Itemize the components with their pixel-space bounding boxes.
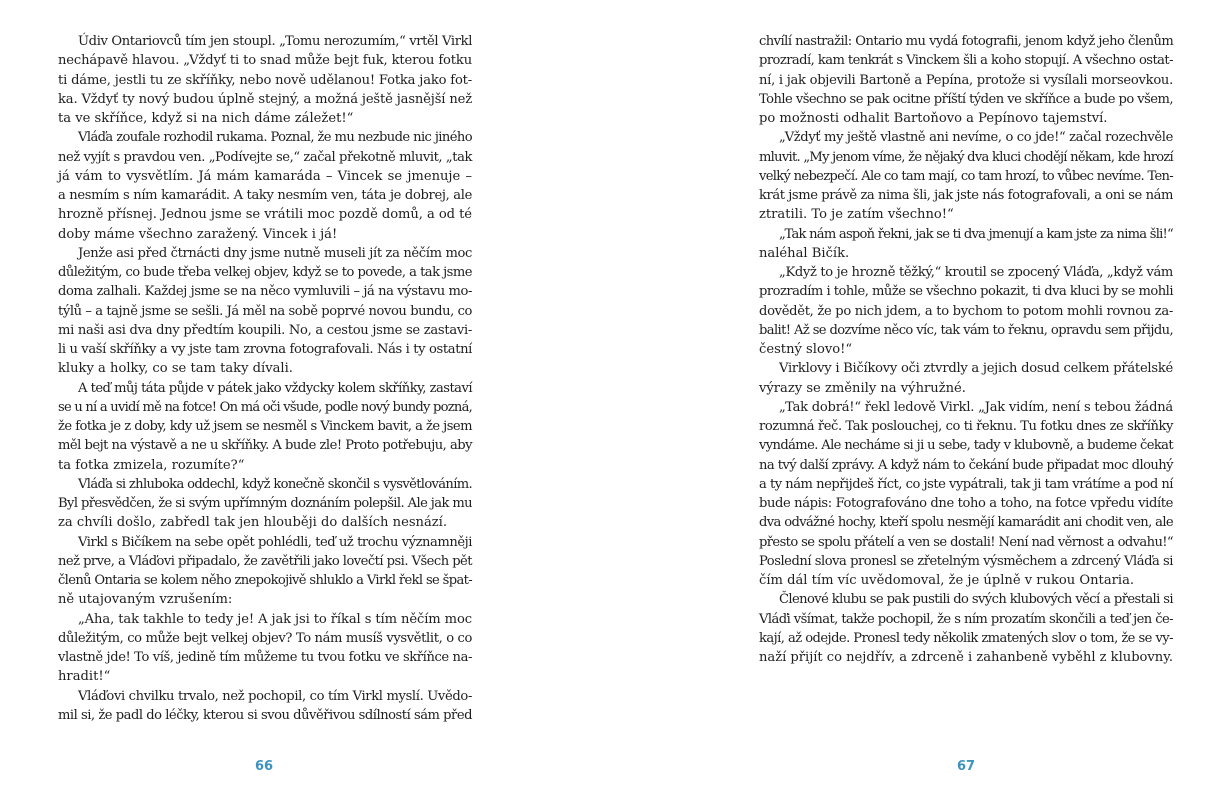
- text-line: krát jsme právě za nima šli, jak jste nás fotografovali, a oni se nám: [759, 188, 1173, 203]
- text-line: než prve, a Vláďovi připadalo, že zavětřili jako lovečtí psi. Všech pět: [58, 553, 472, 569]
- paragraph: [58, 128, 472, 244]
- text-line: naléhal Bičík.: [759, 245, 850, 261]
- right-page: [759, 32, 1173, 667]
- paragraph: [759, 225, 1173, 264]
- paragraph: [58, 687, 472, 726]
- paragraph: [759, 32, 1173, 128]
- text-line: doby máme všechno zaražený. Vincek i já!: [58, 226, 338, 242]
- text-line: vyndáme. Ale necháme si ji u sebe, tady v klubovně, a budeme čekat: [759, 438, 1173, 454]
- text-line: se u ní a uvidí mě na fotce! On má oči všude, podle nový bundy pozná,: [58, 399, 473, 415]
- text-line: dva odvážné hochy, kteří spolu nesmějí kamarádit ani chodit ven, ale: [759, 515, 1173, 531]
- text-line: přesto se spolu přátelí a ven se dostali! Není nad věrnost a odvahu!“: [759, 534, 1174, 550]
- text-line: mil si, že padl do léčky, kterou si svou důvěřivou sdílností sám před: [58, 707, 472, 723]
- text-line: výrazy se změnily na výhružné.: [759, 380, 966, 396]
- text-line: kluky a holky, co se tam taky dívali.: [58, 361, 293, 377]
- text-line: týlů – a tajně jsme se sešli. Já měl na sobě poprvé novou bundu, co: [58, 303, 472, 319]
- paragraph: [759, 263, 1173, 359]
- text-line: ta ve skříňce, když si na nich dáme záležet!“: [58, 111, 354, 126]
- paragraph: [759, 128, 1173, 224]
- text-line: hrozně přísnej. Jednou jsme se vrátili moc pozdě domů, a od té: [58, 207, 472, 223]
- paragraph: [58, 610, 472, 687]
- paragraph: [58, 475, 472, 533]
- text-line: že fotka je z doby, kdy už jsem se nesměl s Vinckem bavit, a že jsem: [58, 419, 472, 434]
- text-line: Vláďa zoufale rozhodil rukama. Poznal, že mu nezbude nic jiného: [78, 130, 472, 146]
- text-line: po možnosti odhalit Bartoňovo a Pepínovo tajemství.: [759, 111, 1108, 126]
- text-line: velký nebezpečí. Ale co tam mají, co tam hrozí, to vůbec nevíme. Ten-: [759, 168, 1173, 184]
- paragraph: [58, 32, 472, 128]
- text-line: Vláďa si zhluboka oddechl, když konečně skončil s vysvětlováním.: [78, 476, 472, 492]
- text-line: prozradím i tohle, může se všechno pokazit, ti dva kluci by se mohli: [759, 284, 1174, 300]
- text-line: ztratili. To je zatím všechno!“: [759, 207, 954, 223]
- text-line: Vláďovi chvilku trvalo, než pochopil, co tím Virkl myslí. Uvědo-: [78, 688, 473, 704]
- left-page-text: [58, 32, 472, 725]
- left-page-number: 66: [254, 759, 274, 774]
- paragraph: [759, 398, 1173, 591]
- text-line: „Aha, tak takhle to tedy je! A jak jsi to říkal s tím něčím moc: [78, 611, 473, 627]
- text-line: důležitým, co bude třeba velkej objev, když se to povede, a tak jsme: [58, 265, 472, 280]
- text-line: bude nápis: Fotografováno dne toho a toho, na fotce vpředu vidíte: [759, 496, 1173, 511]
- text-line: a ty nám nepřijdeš říct, co jste vypátrali, tak ji tam vrátíme a pod ní: [759, 476, 1173, 492]
- text-line: čestný slovo!“: [759, 342, 853, 357]
- text-line: ta fotka zmizela, rozumíte?“: [58, 457, 245, 473]
- text-line: naží přijít co nejdřív, a zdrceně i zahanbeně vyběhl z klubovny.: [759, 650, 1174, 665]
- text-line: čím dál tím víc uvědomoval, že je úplně v rukou Ontaria.: [759, 573, 1135, 588]
- text-line: ka. Vždyť ty nový budou úplně stejný, a možná ještě jasnější než: [58, 91, 472, 107]
- left-page: [58, 32, 472, 725]
- text-line: Členové klubu se pak pustili do svých klubových věcí a přestali si: [779, 592, 1173, 608]
- text-line: a nesmím s ním kamarádit. A taky nesmím ven, táta je dobrej, ale: [58, 188, 472, 203]
- paragraph: [58, 379, 472, 475]
- text-line: důležitým, co může bejt velkej objev? To nám musíš vysvětlit, o co: [58, 630, 472, 646]
- text-line: Údiv Ontariovců tím jen stoupl. „Tomu nerozumím,“ vrtěl Virkl: [78, 34, 473, 49]
- text-line: za chvíli došlo, zabředl tak jen hlouběji do dalších nesnází.: [58, 515, 448, 531]
- text-line: Tohle všechno se pak ocitne příští týden ve skříňce a bude po všem,: [759, 91, 1173, 107]
- text-line: měl bejt na výstavě a ne u skříňky. A bude zle! Proto potřebuju, aby: [58, 438, 473, 454]
- paragraph: [759, 359, 1173, 398]
- text-line: Poslední slova pronesl se zřetelným výsměchem a zdrcený Vláďa si: [759, 553, 1173, 569]
- text-line: já vám to vysvětlím. Já mám kamaráda – Vincek se jmenuje –: [58, 168, 472, 184]
- text-line: hradit!“: [58, 669, 111, 685]
- text-line: Vláďi všímat, takže pochopil, že s ním prozatím skončili a teď jen če-: [759, 611, 1174, 627]
- text-line: „Tak nám aspoň řekni, jak se ti dva jmenují a kam jste za nima šli!“: [779, 226, 1173, 242]
- text-line: Byl přesvědčen, že si svým upřímným doznáním polepšil. Ale jak mu: [58, 496, 473, 511]
- text-line: chvílí nastražil: Ontario mu vydá fotografii, jenom když jeho členům: [759, 34, 1174, 49]
- right-page-number: 67: [956, 759, 976, 774]
- paragraph: [58, 244, 472, 379]
- text-line: než vyjít s pravdou ven. „Podívejte se,“ začal překotně mluvit, „tak: [58, 149, 473, 165]
- text-line: rozumná řeč. Tak poslouchej, co ti řeknu. Tu fotku dnes ze skříňky: [759, 419, 1174, 434]
- text-line: kají, až odejde. Pronesl tedy několik zmatených slov o tom, že se vy-: [759, 630, 1174, 646]
- text-line: doma zalhali. Každej jsme se na něco vymluvili – já na výstavu mo-: [58, 284, 473, 300]
- text-line: Virklovy i Bičíkovy oči ztvrdly a jejich dosud celkem přátelské: [779, 361, 1173, 377]
- text-line: ně utajovaným vzrušením:: [58, 592, 233, 608]
- text-line: Virkl s Bičíkem na sebe opět pohlédli, teď už trochu významněji: [78, 534, 472, 550]
- right-page-text: [759, 32, 1173, 667]
- text-line: „Když to je hrozně těžký,“ kroutil se zpocený Vláďa, „když vám: [779, 265, 1174, 280]
- text-line: mluvit. „My jenom víme, že nějaký dva kluci chodějí někam, kde hrozí: [759, 149, 1173, 165]
- text-line: vlastně jde! To víš, jedině tím můžeme tu tvou fotku ve skříňce na-: [58, 650, 473, 665]
- text-line: balit! Až se dozvíme něco víc, tak vám to řeknu, opravdu sem přijdu,: [759, 322, 1174, 338]
- text-line: na tvý další zprávy. A když nám to čekání bude připadat moc dlouhý: [759, 457, 1174, 473]
- text-line: dovědět, že po nich jdem, a to bychom to potom mohli rovnou za-: [759, 303, 1173, 319]
- text-line: prozradí, kam tenkrát s Vinckem šli a koho stopují. A všechno ostat-: [759, 53, 1174, 69]
- text-line: ti dáme, jestli tu ze skříňky, nebo nově udělanou! Fotka jako fot-: [58, 72, 473, 88]
- text-line: ní, i jak objevili Bartoně a Pepína, protože si vysílali morseovkou.: [759, 72, 1173, 88]
- text-line: „Vždyť my ještě vlastně ani nevíme, o co jde!“ začal rozechvěle: [779, 130, 1173, 146]
- text-line: li u vaší skříňky a vy jste tam zrovna fotografovali. Nás i ty ostatní: [58, 342, 472, 357]
- text-line: mi naši asi dva dny předtím koupili. No, a cestou jsme se zastavi-: [58, 322, 472, 338]
- text-line: Jenže asi před čtrnácti dny jsme nutně museli jít za něčím moc: [78, 245, 472, 261]
- paragraph: [58, 533, 472, 610]
- text-line: A teď můj táta půjde v pátek jako vždycky kolem skříňky, zastaví: [78, 380, 473, 396]
- paragraph: [759, 590, 1173, 667]
- text-line: „Tak dobrá!“ řekl ledově Virkl. „Jak vidím, není s tebou žádná: [779, 399, 1173, 415]
- text-line: členů Ontaria se kolem něho znepokojivě shluklo a Virkl řekl se špat-: [58, 573, 473, 588]
- text-line: nechápavě hlavou. „Vždyť ti to snad může bejt fuk, kterou fotku: [58, 53, 472, 69]
